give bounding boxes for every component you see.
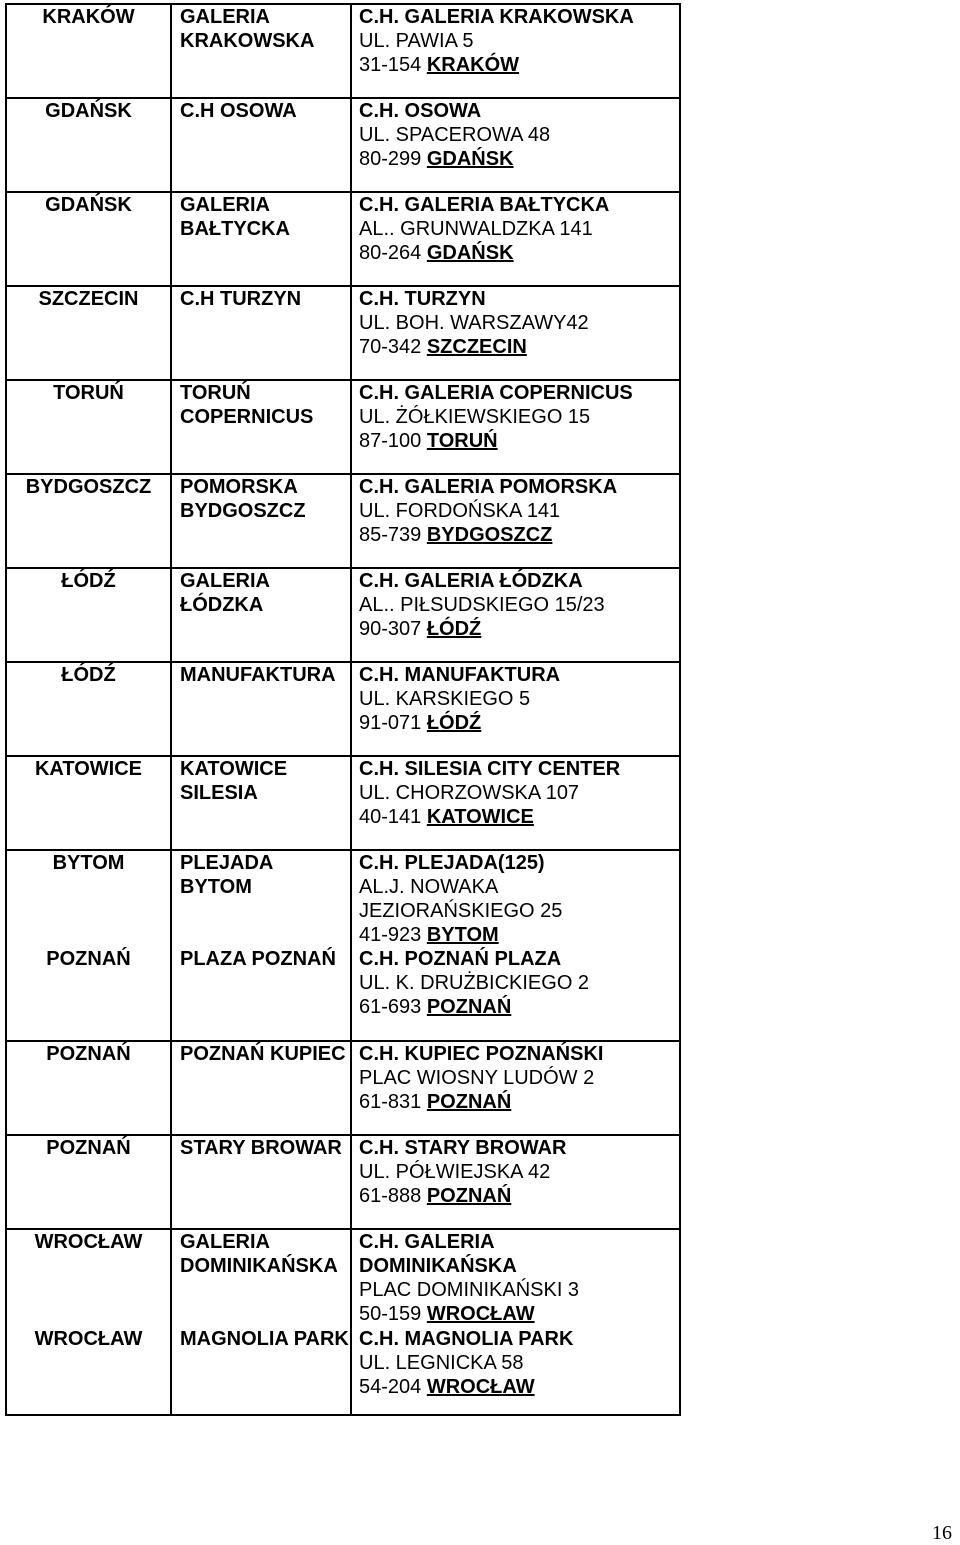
address-city: ŁÓDŹ bbox=[426, 618, 482, 640]
city-cell bbox=[6, 1327, 171, 1415]
address-street: PLAC WIOSNY LUDÓW 2 bbox=[359, 1067, 595, 1089]
city-cell bbox=[6, 1229, 171, 1327]
address-postcode: 87-100 bbox=[359, 430, 422, 452]
city-text: ŁÓDŹ bbox=[61, 570, 116, 592]
address-street: UL. LEGNICKA 58 bbox=[359, 1352, 524, 1374]
page-number: 16 bbox=[932, 1522, 952, 1544]
address-name: C.H. OSOWA bbox=[359, 100, 482, 122]
city-text: BYDGOSZCZ bbox=[25, 476, 152, 498]
address-street: UL. K. DRUŻBICKIEGO 2 bbox=[359, 972, 590, 994]
mall-text: KATOWICE SILESIA bbox=[180, 758, 288, 804]
city-text: GDAŃSK bbox=[45, 194, 132, 216]
address-street: UL. KARSKIEGO 5 bbox=[359, 688, 531, 710]
address-name: C.H. STARY BROWAR bbox=[359, 1137, 567, 1159]
mall-cell bbox=[171, 286, 351, 380]
mall-cell bbox=[171, 98, 351, 192]
address-cell bbox=[351, 4, 680, 98]
address-street: UL. PAWIA 5 bbox=[359, 30, 474, 52]
address-street: UL. SPACEROWA 48 bbox=[359, 124, 551, 146]
city-text: ŁÓDŹ bbox=[61, 664, 116, 686]
city-text: WROCŁAW bbox=[34, 1231, 143, 1253]
table-row bbox=[6, 4, 680, 98]
address-post-line bbox=[359, 805, 679, 829]
address-city: GDAŃSK bbox=[426, 242, 514, 264]
mall-cell bbox=[171, 192, 351, 286]
address-city: POZNAŃ bbox=[426, 996, 512, 1018]
city-text: POZNAŃ bbox=[46, 1043, 131, 1065]
city-cell bbox=[6, 662, 171, 756]
city-text: KRAKÓW bbox=[42, 6, 135, 28]
address-postcode: 85-739 bbox=[359, 524, 422, 546]
address-name: C.H. TURZYN bbox=[359, 288, 486, 310]
mall-cell bbox=[171, 947, 351, 1041]
address-postcode: 90-307 bbox=[359, 618, 422, 640]
city-text: BYTOM bbox=[52, 852, 125, 874]
table-row bbox=[6, 192, 680, 286]
address-cell bbox=[351, 286, 680, 380]
address-cell bbox=[351, 850, 680, 947]
address-postcode: 80-299 bbox=[359, 148, 422, 170]
city-cell bbox=[6, 380, 171, 474]
mall-cell bbox=[171, 756, 351, 850]
city-text: POZNAŃ bbox=[46, 1137, 131, 1159]
address-cell bbox=[351, 474, 680, 568]
city-text: SZCZECIN bbox=[38, 288, 139, 310]
mall-cell bbox=[171, 1229, 351, 1327]
address-post-line bbox=[359, 241, 679, 265]
address-name: C.H. GALERIA ŁÓDZKA bbox=[359, 570, 583, 592]
table-row bbox=[6, 947, 680, 1041]
address-name: C.H. KUPIEC POZNAŃSKI bbox=[359, 1043, 604, 1065]
mall-text: STARY BROWAR bbox=[180, 1137, 342, 1159]
mall-text: GALERIA ŁÓDZKA bbox=[180, 570, 270, 616]
address-cell bbox=[351, 568, 680, 662]
address-city: POZNAŃ bbox=[426, 1185, 512, 1207]
address-postcode: 41-923 bbox=[359, 924, 422, 946]
address-postcode: 70-342 bbox=[359, 336, 422, 358]
city-cell bbox=[6, 4, 171, 98]
address-post-line bbox=[359, 923, 679, 947]
table-row bbox=[6, 380, 680, 474]
address-name: C.H. SILESIA CITY CENTER bbox=[359, 758, 621, 780]
address-street: PLAC DOMINIKAŃSKI 3 bbox=[359, 1279, 580, 1301]
mall-cell bbox=[171, 380, 351, 474]
address-post-line bbox=[359, 995, 679, 1019]
mall-cell bbox=[171, 474, 351, 568]
table-row bbox=[6, 1135, 680, 1229]
mall-text: POMORSKA BYDGOSZCZ bbox=[180, 476, 306, 522]
city-cell bbox=[6, 192, 171, 286]
address-city: BYDGOSZCZ bbox=[426, 524, 553, 546]
address-name: C.H. GALERIA DOMINIKAŃSKA bbox=[359, 1231, 517, 1277]
address-postcode: 80-264 bbox=[359, 242, 422, 264]
address-postcode: 31-154 bbox=[359, 54, 422, 76]
address-postcode: 54-204 bbox=[359, 1376, 422, 1398]
city-cell bbox=[6, 947, 171, 1041]
address-post-line bbox=[359, 147, 679, 171]
address-city: KRAKÓW bbox=[426, 54, 520, 76]
city-cell bbox=[6, 1135, 171, 1229]
address-street: AL.. GRUNWALDZKA 141 bbox=[359, 218, 593, 240]
address-name: C.H. GALERIA COPERNICUS bbox=[359, 382, 633, 404]
address-street: UL. BOH. WARSZAWY42 bbox=[359, 312, 589, 334]
mall-cell bbox=[171, 1327, 351, 1415]
address-name: C.H. POZNAŃ PLAZA bbox=[359, 948, 562, 970]
address-cell bbox=[351, 1327, 680, 1415]
table-row bbox=[6, 1229, 680, 1327]
address-postcode: 61-888 bbox=[359, 1185, 422, 1207]
address-postcode: 61-693 bbox=[359, 996, 422, 1018]
city-cell bbox=[6, 756, 171, 850]
address-post-line bbox=[359, 523, 679, 547]
table-row bbox=[6, 850, 680, 947]
mall-cell bbox=[171, 850, 351, 947]
city-cell bbox=[6, 286, 171, 380]
address-street: UL. PÓŁWIEJSKA 42 bbox=[359, 1161, 551, 1183]
address-city: TORUŃ bbox=[426, 430, 498, 452]
address-name: C.H. GALERIA BAŁTYCKA bbox=[359, 194, 610, 216]
address-post-line bbox=[359, 711, 679, 735]
table-row bbox=[6, 286, 680, 380]
city-text: KATOWICE bbox=[34, 758, 143, 780]
city-cell bbox=[6, 1041, 171, 1135]
city-text: POZNAŃ bbox=[46, 948, 131, 970]
address-postcode: 50-159 bbox=[359, 1303, 422, 1325]
address-street: UL. CHORZOWSKA 107 bbox=[359, 782, 580, 804]
city-text: TORUŃ bbox=[53, 382, 124, 404]
mall-text: GALERIA KRAKOWSKA bbox=[180, 6, 315, 52]
mall-text: C.H TURZYN bbox=[180, 288, 302, 310]
address-post-line bbox=[359, 53, 679, 77]
address-post-line bbox=[359, 1184, 679, 1208]
table-row bbox=[6, 98, 680, 192]
city-cell bbox=[6, 850, 171, 947]
address-name: C.H. GALERIA KRAKOWSKA bbox=[359, 6, 634, 28]
mall-text: PLEJADA BYTOM bbox=[180, 852, 273, 898]
table-row bbox=[6, 1041, 680, 1135]
address-cell bbox=[351, 1229, 680, 1327]
mall-text: MANUFAKTURA bbox=[180, 664, 336, 686]
address-post-line bbox=[359, 617, 679, 641]
address-postcode: 40-141 bbox=[359, 806, 422, 828]
address-postcode: 91-071 bbox=[359, 712, 422, 734]
table-row bbox=[6, 756, 680, 850]
mall-cell bbox=[171, 568, 351, 662]
city-text: WROCŁAW bbox=[34, 1328, 143, 1350]
address-post-line bbox=[359, 1375, 679, 1399]
address-city: ŁÓDŹ bbox=[426, 712, 482, 734]
address-post-line bbox=[359, 1302, 679, 1326]
address-street: UL. FORDOŃSKA 141 bbox=[359, 500, 561, 522]
mall-cell bbox=[171, 1041, 351, 1135]
address-cell bbox=[351, 947, 680, 1041]
address-city: GDAŃSK bbox=[426, 148, 514, 170]
city-text: GDAŃSK bbox=[45, 100, 132, 122]
address-name: C.H. PLEJADA(125) bbox=[359, 852, 545, 874]
address-post-line bbox=[359, 335, 679, 359]
address-name: C.H. MANUFAKTURA bbox=[359, 664, 561, 686]
mall-text: TORUŃ COPERNICUS bbox=[180, 382, 314, 428]
mall-cell bbox=[171, 4, 351, 98]
address-post-line bbox=[359, 429, 679, 453]
mall-text: MAGNOLIA PARK bbox=[180, 1328, 349, 1350]
address-street: AL.J. NOWAKA JEZIORAŃSKIEGO 25 bbox=[359, 876, 563, 922]
address-name: C.H. GALERIA POMORSKA bbox=[359, 476, 618, 498]
mall-text: GALERIA BAŁTYCKA bbox=[180, 194, 290, 240]
table-row bbox=[6, 474, 680, 568]
address-city: SZCZECIN bbox=[426, 336, 527, 358]
address-cell bbox=[351, 1135, 680, 1229]
city-cell bbox=[6, 98, 171, 192]
store-table-body bbox=[6, 4, 680, 1415]
address-cell bbox=[351, 98, 680, 192]
table-row bbox=[6, 662, 680, 756]
address-city: KATOWICE bbox=[426, 806, 534, 828]
address-street: AL.. PIŁSUDSKIEGO 15/23 bbox=[359, 594, 605, 616]
address-street: UL. ŻÓŁKIEWSKIEGO 15 bbox=[359, 406, 591, 428]
address-city: WROCŁAW bbox=[426, 1376, 535, 1398]
table-row bbox=[6, 568, 680, 662]
mall-text: C.H OSOWA bbox=[180, 100, 297, 122]
store-table bbox=[5, 3, 681, 1416]
city-cell bbox=[6, 474, 171, 568]
mall-text: PLAZA POZNAŃ bbox=[180, 948, 336, 970]
address-cell bbox=[351, 756, 680, 850]
address-cell bbox=[351, 1041, 680, 1135]
address-name: C.H. MAGNOLIA PARK bbox=[359, 1328, 574, 1350]
address-post-line bbox=[359, 1090, 679, 1114]
city-cell bbox=[6, 568, 171, 662]
address-cell bbox=[351, 380, 680, 474]
address-cell bbox=[351, 192, 680, 286]
address-city: BYTOM bbox=[426, 924, 499, 946]
mall-text: GALERIA DOMINIKAŃSKA bbox=[180, 1231, 338, 1277]
table-row bbox=[6, 1327, 680, 1415]
mall-cell bbox=[171, 662, 351, 756]
address-city: POZNAŃ bbox=[426, 1091, 512, 1113]
mall-text: POZNAŃ KUPIEC bbox=[180, 1043, 346, 1065]
address-postcode: 61-831 bbox=[359, 1091, 422, 1113]
address-cell bbox=[351, 662, 680, 756]
address-city: WROCŁAW bbox=[426, 1303, 535, 1325]
mall-cell bbox=[171, 1135, 351, 1229]
